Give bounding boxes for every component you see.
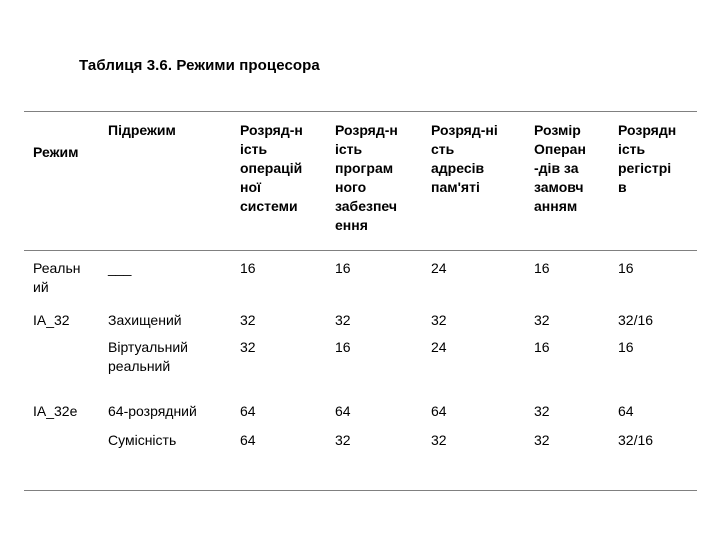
row-real-address: 24 [431, 260, 447, 276]
row-virtual-operand: 16 [534, 339, 550, 355]
row-64bit-os: 64 [240, 403, 256, 419]
row-compat-operand: 32 [534, 432, 550, 448]
table-title: Таблиця 3.6. Режими процесора [79, 57, 320, 74]
row-real-submode: ___ [108, 260, 132, 276]
header-mode: Режим [33, 144, 79, 160]
row-protected-software: 32 [335, 312, 351, 328]
row-real-software: 16 [335, 260, 351, 276]
row-virtual-register: 16 [618, 339, 634, 355]
row-protected-submode: Захищений [108, 312, 182, 328]
header-bottom-rule [24, 250, 697, 251]
row-virtual-software: 16 [335, 339, 351, 355]
row-real-register: 16 [618, 260, 634, 276]
header-software-bitness: Розряд-н ість програм ного забезпеч ення [335, 122, 398, 233]
row-real-operand: 16 [534, 260, 550, 276]
row-compat-software: 32 [335, 432, 351, 448]
row-virtual-submode: Віртуальний реальний [108, 339, 188, 374]
table-top-rule [24, 111, 697, 112]
row-64bit-operand: 32 [534, 403, 550, 419]
row-ia32e-mode: IA_32e [33, 403, 78, 419]
row-64bit-register: 64 [618, 403, 634, 419]
row-64bit-software: 64 [335, 403, 351, 419]
header-operand-size: Розмір Операн -дів за замовч анням [534, 122, 586, 214]
row-virtual-address: 24 [431, 339, 447, 355]
row-real-os: 16 [240, 260, 256, 276]
header-register-bitness: Розрядн ість регістрі в [618, 122, 677, 195]
table-bottom-rule [24, 490, 697, 491]
row-protected-address: 32 [431, 312, 447, 328]
header-address-bitness: Розряд-ні сть адресів пам'яті [431, 122, 498, 195]
header-os-bitness: Розряд-н ість операцій ної системи [240, 122, 303, 214]
row-64bit-submode: 64-розрядний [108, 403, 197, 419]
row-ia32-mode: IA_32 [33, 312, 70, 328]
row-real-mode: Реальн ий [33, 260, 81, 295]
row-compat-address: 32 [431, 432, 447, 448]
row-protected-operand: 32 [534, 312, 550, 328]
row-64bit-address: 64 [431, 403, 447, 419]
row-protected-register: 32/16 [618, 312, 654, 328]
header-submode: Підрежим [108, 122, 176, 138]
row-virtual-os: 32 [240, 339, 256, 355]
row-compat-register: 32/16 [618, 432, 654, 448]
row-compat-os: 64 [240, 432, 256, 448]
row-compat-submode: Сумісність [108, 432, 177, 448]
row-protected-os: 32 [240, 312, 256, 328]
